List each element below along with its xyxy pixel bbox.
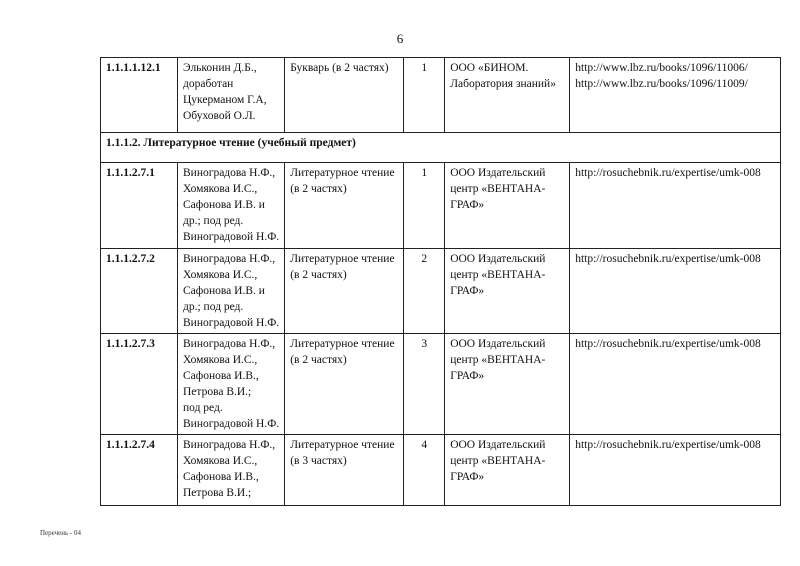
row-url-line: http://rosuchebnik.ru/expertise/umk-008 [575,253,761,265]
row-publisher-line: центр «ВЕНТАНА- [450,354,546,366]
row-publisher-line: ООО «БИНОМ. [450,62,529,74]
table-row [101,58,781,133]
row-publisher [445,249,570,334]
row-publisher [445,163,570,249]
row-authors-line: Сафонова И.В., [183,471,259,483]
row-publisher [445,435,570,506]
row-code: 1.1.1.2.7.3 [101,334,178,435]
row-authors-line: Хомякова И.С., [183,455,258,467]
row-title-line: Литературное чтение [290,167,395,179]
row-url [570,334,781,435]
row-title-line: (в 2 частях) [290,269,347,281]
row-authors [178,163,285,249]
row-authors-line: Хомякова И.С., [183,183,258,195]
row-authors-line: Петрова В.И.; [183,386,252,398]
row-authors-line: Виноградова Н.Ф., [183,439,276,451]
row-title-line: (в 2 частях) [290,354,347,366]
row-title-line: (в 3 частях) [290,455,347,467]
row-title-line: (в 2 частях) [290,183,347,195]
row-title [285,58,404,133]
row-title-line: Литературное чтение [290,439,395,451]
row-grade: 1 [404,163,445,249]
row-authors-line: др.; под ред. [183,301,244,313]
row-publisher-line: ГРАФ» [450,199,485,211]
row-authors [178,435,285,506]
row-publisher-line: ГРАФ» [450,471,485,483]
row-publisher-line: ГРАФ» [450,370,485,382]
table-row [101,334,781,435]
row-url-line: http://www.lbz.ru/books/1096/11009/ [575,78,748,90]
row-title-line: Литературное чтение [290,253,395,265]
row-authors-line: Виноградовой Н.Ф. [183,418,280,430]
row-authors-line: Сафонова И.В., [183,370,259,382]
row-grade: 1 [404,58,445,133]
row-publisher-line: центр «ВЕНТАНА- [450,455,546,467]
row-title [285,334,404,435]
row-title-line: Букварь (в 2 частях) [290,62,389,74]
row-code: 1.1.1.2.7.1 [101,163,178,249]
row-authors-line: Сафонова И.В. и [183,285,265,297]
row-authors-line: Виноградовой Н.Ф. [183,317,280,329]
table-row [101,163,781,249]
row-authors-line: Эльконин Д.Б., [183,62,257,74]
row-authors [178,334,285,435]
row-title [285,163,404,249]
row-code: 1.1.1.2.7.2 [101,249,178,334]
row-publisher [445,334,570,435]
row-authors-line: доработан [183,78,234,90]
row-authors [178,58,285,133]
row-publisher-line: ООО Издательский [450,167,546,179]
table-row [101,249,781,334]
row-title [285,249,404,334]
row-title-line: Литературное чтение [290,338,395,350]
row-authors-line: др.; под ред. [183,215,244,227]
footer-label: Перечень - 04 [40,529,81,537]
row-url-line: http://rosuchebnik.ru/expertise/umk-008 [575,167,761,179]
row-authors-line: Петрова В.И.; [183,487,252,499]
row-code: 1.1.1.2.7.4 [101,435,178,506]
row-authors-line: Виноградовой Н.Ф. [183,231,280,243]
row-authors [178,249,285,334]
row-publisher-line: центр «ВЕНТАНА- [450,183,546,195]
table-row [101,435,781,506]
row-authors-line: Сафонова И.В. и [183,199,265,211]
row-title [285,435,404,506]
row-authors-line: Цукерманом Г.А, [183,94,267,106]
row-authors-line: Хомякова И.С., [183,354,258,366]
page-number: 6 [396,31,404,46]
row-url-line: http://rosuchebnik.ru/expertise/umk-008 [575,439,761,451]
row-publisher-line: ООО Издательский [450,253,546,265]
row-authors-line: Виноградова Н.Ф., [183,338,276,350]
row-publisher-line: Лаборатория знаний» [450,78,556,90]
row-authors-line: под ред. [183,402,223,414]
row-grade: 3 [404,334,445,435]
row-grade: 2 [404,249,445,334]
row-authors-line: Виноградова Н.Ф., [183,253,276,265]
row-authors-line: Обуховой О.Л. [183,110,256,122]
row-url-line: http://www.lbz.ru/books/1096/11006/ [575,62,748,74]
row-code: 1.1.1.1.12.1 [101,58,178,133]
row-grade: 4 [404,435,445,506]
row-url [570,249,781,334]
row-publisher-line: ООО Издательский [450,338,546,350]
section-row [101,133,781,163]
row-authors-line: Хомякова И.С., [183,269,258,281]
row-publisher-line: ООО Издательский [450,439,546,451]
section-heading: 1.1.1.2. Литературное чтение (учебный предмет) [101,133,781,163]
row-url-line: http://rosuchebnik.ru/expertise/umk-008 [575,338,761,350]
row-publisher-line: центр «ВЕНТАНА- [450,269,546,281]
row-url [570,58,781,133]
textbook-list-table [100,57,781,506]
row-url [570,435,781,506]
row-url [570,163,781,249]
row-publisher-line: ГРАФ» [450,285,485,297]
row-publisher [445,58,570,133]
row-authors-line: Виноградова Н.Ф., [183,167,276,179]
